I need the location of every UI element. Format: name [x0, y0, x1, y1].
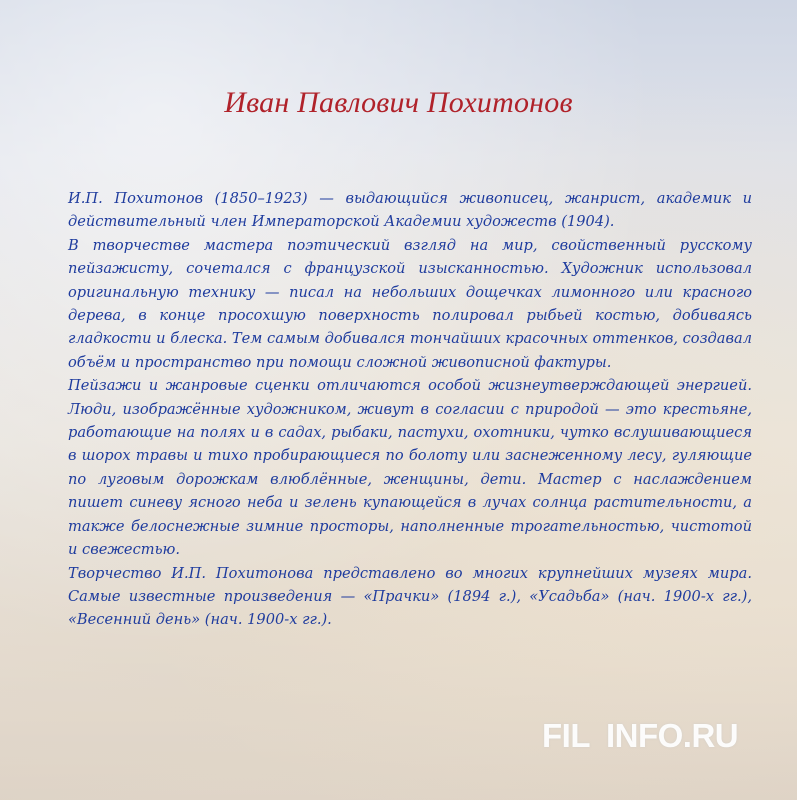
watermark [542, 717, 738, 755]
page-title: Иван Павлович Похитонов [224, 86, 573, 119]
paragraph-intro: И.П. Похитонов (1850–1923) — выдающийся живописец, жанрист, академик и действительный член Императорской Академии художеств (1904). [68, 190, 752, 231]
watermark-part2: INFO.RU [605, 717, 739, 754]
paragraph-genre-scenes: Пейзажи и жанровые сценки отличаются особой жизнеутверждающей энергией. Люди, изображённые художником, живут в согласии с природой — это крестьяне, работающие на полях и в садах, рыбаки, пастухи, охотники, чутко вслушивающиеся в шорох травы и тихо пробирающиеся по болоту или заснеженному лесу, гуляющие по луговым дорожкам влюблённые, женщины, дети. Мастер с наслаждением пишет синеву ясного неба и зелень купающейся в лучах солнца растительности, а также белоснежные зимние просторы, наполненные трогательностью, чистотой и свежестью. [68, 377, 752, 559]
biography-text [68, 187, 752, 632]
watermark-part1: FIL [542, 717, 590, 754]
paragraph-museums: Творчество И.П. Похитонова представлено во многих крупнейших музеях мира. Самые известные произведения — «Прачки» (1894 г.), «Усадьба» (нач. 1900-х гг.), «Весенний день» (нач. 1900-х гг.). [68, 564, 752, 629]
paragraph-technique: В творчестве мастера поэтический взгляд на мир, свойственный русскому пейзажисту, сочетался с французской изысканностью. Художник использовал оригинальную технику — писал на небольших дощечках лимонного или красного дерева, в конце просохшую поверхность полировал рыбьей костью, добиваясь гладкости и блеска. Тем самым добивался тончайших красочных оттенков, создавал объём и пространство при помощи сложной живописной фактуры. [68, 236, 752, 371]
